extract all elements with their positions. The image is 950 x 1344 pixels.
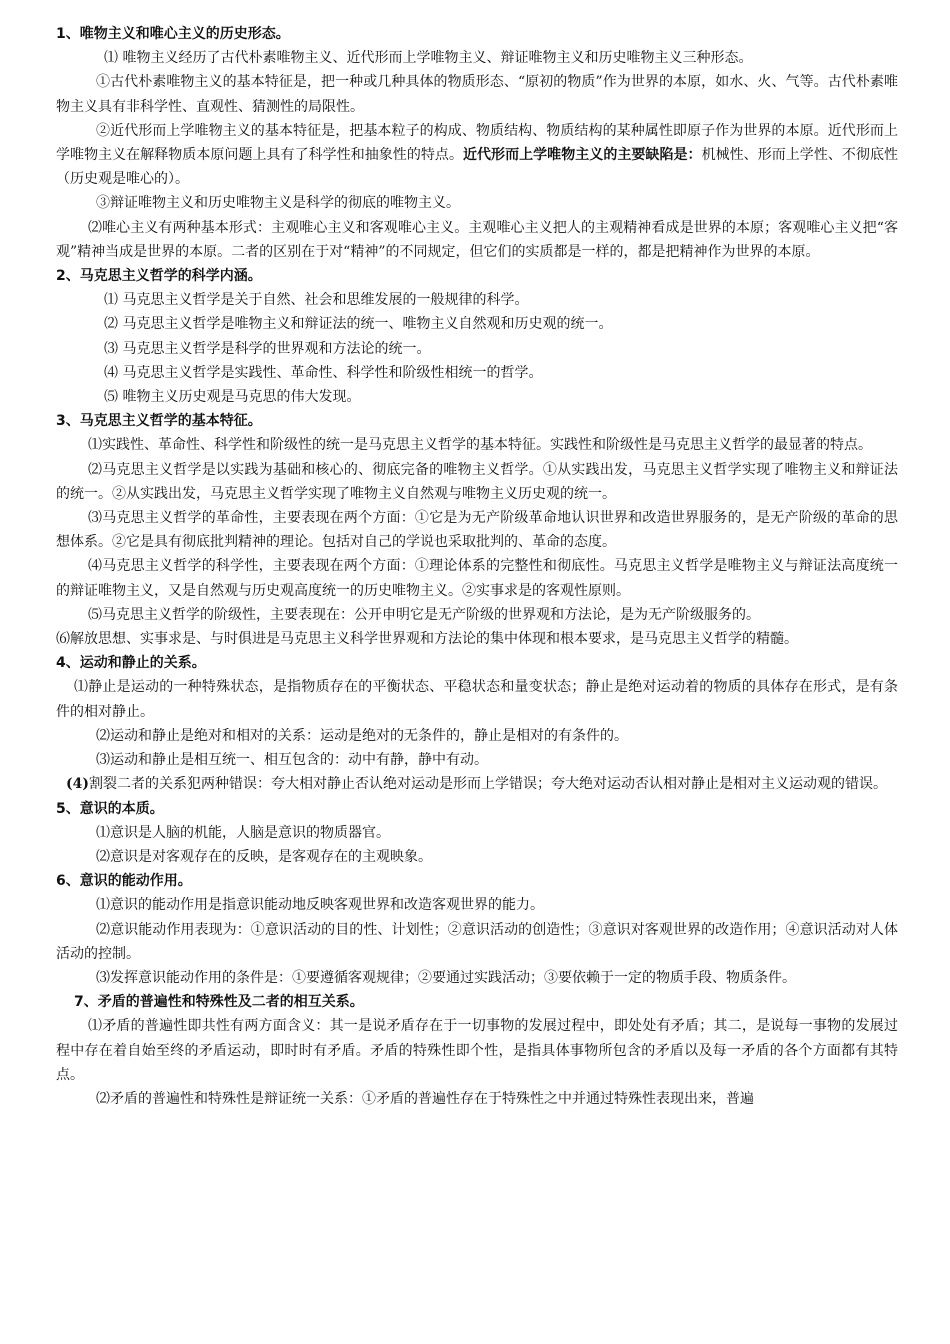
section-6-paragraph-1: ⑴意识的能动作用是指意识能动地反映客观世界和改造客观世界的能力。 — [96, 897, 544, 914]
section-2-item-5: ⑸ 唯物主义历史观是马克思的伟大发现。 — [104, 389, 361, 406]
section-1-paragraph-3-bold: 近代形而上学唯物主义的主要缺陷是： — [462, 147, 702, 164]
section-1-paragraph-5: ⑵唯心主义有两种基本形式：主观唯心主义和客观唯心主义。主观唯心主义把人的主观精神看成是世界的本原；客观唯心主义把“客观”精神当成是世界的本原。二者的区别在于对“精神”的不同规定，但它们的实质都是一样的，都是把精神作为世界的本原。 — [56, 219, 898, 260]
section-4-paragraph-4 — [56, 772, 898, 796]
section-2 — [56, 264, 898, 409]
section-7 — [56, 990, 898, 1111]
section-4-paragraph-1: ⑴静止是运动的一种特殊状态，是指物质存在的平衡状态、平稳状态和量变状态；静止是绝对运动着的物质的具体存在形式，是有条件的相对静止。 — [56, 679, 898, 720]
section-1-paragraph-2: ①古代朴素唯物主义的基本特征是，把一种或几种具体的物质形态、“原初的物质”作为世界的本原，如水、火、气等。古代朴素唯物主义具有非科学性、直观性、猜测性的局限性。 — [56, 74, 898, 115]
section-7-title: 7、矛盾的普遍性和特殊性及二者的相互关系。 — [74, 994, 364, 1011]
section-6-paragraph-3: ⑶发挥意识能动作用的条件是：①要遵循客观规律；②要通过实践活动；③要依赖于一定的物质手段、物质条件。 — [96, 969, 796, 986]
section-1-paragraph-1: ⑴ 唯物主义经历了古代朴素唯物主义、近代形而上学唯物主义、辩证唯物主义和历史唯物主义三种形态。 — [104, 50, 753, 67]
section-2-item-2: ⑵ 马克思主义哲学是唯物主义和辩证法的统一、唯物主义自然观和历史观的统一。 — [104, 316, 613, 333]
section-4-paragraph-3: ⑶运动和静止是相互统一、相互包含的：动中有静，静中有动。 — [96, 752, 488, 769]
section-2-item-4: ⑷ 马克思主义哲学是实践性、革命性、科学性和阶级性相统一的哲学。 — [104, 364, 543, 381]
section-1-title: 1、唯物主义和唯心主义的历史形态。 — [56, 26, 290, 42]
section-6-title: 6、意识的能动作用。 — [56, 873, 192, 890]
section-5-title: 5、意识的本质。 — [56, 800, 164, 817]
section-7-paragraph-2: ⑵矛盾的普遍性和特殊性是辩证统一关系：①矛盾的普遍性存在于特殊性之中并通过特殊性表现出来，普遍 — [96, 1090, 754, 1107]
section-6 — [56, 869, 898, 990]
section-3 — [56, 409, 898, 651]
section-2-title: 2、马克思主义哲学的科学内涵。 — [56, 268, 262, 285]
section-7-paragraph-1: ⑴矛盾的普遍性即共性有两方面含义：其一是说矛盾存在于一切事物的发展过程中，即处处有矛盾；其二，是说每一事物的发展过程中存在着自始至终的矛盾运动，即时时有矛盾。矛盾的特殊性即个性，是指具体事物所包含的矛盾以及每一矛盾的各个方面都有其特点。 — [56, 1018, 898, 1083]
section-6-paragraph-2: ⑵意识能动作用表现为：①意识活动的目的性、计划性；②意识活动的创造性；③意识对客观世界的改造作用；④意识活动对人体活动的控制。 — [56, 921, 898, 962]
section-3-paragraph-1: ⑴实践性、革命性、科学性和阶级性的统一是马克思主义哲学的基本特征。实践性和阶级性是马克思主义哲学的最显著的特点。 — [88, 437, 872, 454]
section-3-paragraph-6: ⑹解放思想、实事求是、与时俱进是马克思主义科学世界观和方法论的集中体现和根本要求，是马克思主义哲学的精髓。 — [56, 631, 798, 648]
section-2-item-3: ⑶ 马克思主义哲学是科学的世界观和方法论的统一。 — [104, 340, 431, 357]
section-4-paragraph-4-text: 割裂二者的关系犯两种错误：夸大相对静止否认绝对运动是形而上学错误；夸大绝对运动否认相对静止是相对主义运动观的错误。 — [89, 776, 887, 793]
section-3-paragraph-2: ⑵马克思主义哲学是以实践为基础和核心的、彻底完备的唯物主义哲学。①从实践出发，马克思主义哲学实现了唯物主义和辩证法的统一。②从实践出发，马克思主义哲学实现了唯物主义自然观与唯物主义历史观的统一。 — [56, 461, 898, 502]
section-4-title: 4、运动和静止的关系。 — [56, 655, 206, 672]
section-4-paragraph-4-number: (4) — [66, 776, 89, 793]
section-1-paragraph-3-text: ②近代形而上学唯物主义的基本特征是，把基本粒子的构成、物质结构、物质结构的某种属性即原子作为世界的本原。近代形而上学唯物主义在解释物质本原问题上具有了科学性和抽象性的特点。 — [56, 122, 898, 164]
section-1-paragraph-4: ③辩证唯物主义和历史唯物主义是科学的彻底的唯物主义。 — [96, 195, 460, 212]
section-5 — [56, 797, 898, 870]
section-4 — [56, 651, 898, 796]
section-4-paragraph-2: ⑵运动和静止是绝对和相对的关系：运动是绝对的无条件的，静止是相对的有条件的。 — [96, 727, 628, 744]
section-3-paragraph-5: ⑸马克思主义哲学的阶级性，主要表现在：公开申明它是无产阶级的世界观和方法论，是为无产阶级服务的。 — [88, 606, 760, 623]
section-1-paragraph-3-tail: 机械性、形而上学性、不彻底性（历史观是唯心的）。 — [56, 147, 899, 188]
section-1 — [56, 22, 898, 264]
section-3-paragraph-4: ⑷马克思主义哲学的科学性，主要表现在两个方面：①理论体系的完整性和彻底性。马克思主义哲学是唯物主义与辩证法高度统一的辩证唯物主义，又是自然观与历史观高度统一的历史唯物主义。②实事求是的客观性原则。 — [56, 558, 898, 599]
section-5-paragraph-2: ⑵意识是对客观存在的反映，是客观存在的主观映象。 — [96, 848, 432, 865]
section-3-paragraph-3: ⑶马克思主义哲学的革命性，主要表现在两个方面：①它是为无产阶级革命地认识世界和改造世界服务的，是无产阶级的革命的思想体系。②它是具有彻底批判精神的理论。包括对自己的学说也采取批判的、革命的态度。 — [56, 510, 898, 551]
section-2-item-1: ⑴ 马克思主义哲学是关于自然、社会和思维发展的一般规律的科学。 — [104, 292, 529, 309]
section-3-title: 3、马克思主义哲学的基本特征。 — [56, 413, 262, 430]
section-1-paragraph-3 — [56, 119, 898, 192]
section-5-paragraph-1: ⑴意识是人脑的机能，人脑是意识的物质器官。 — [96, 824, 390, 841]
